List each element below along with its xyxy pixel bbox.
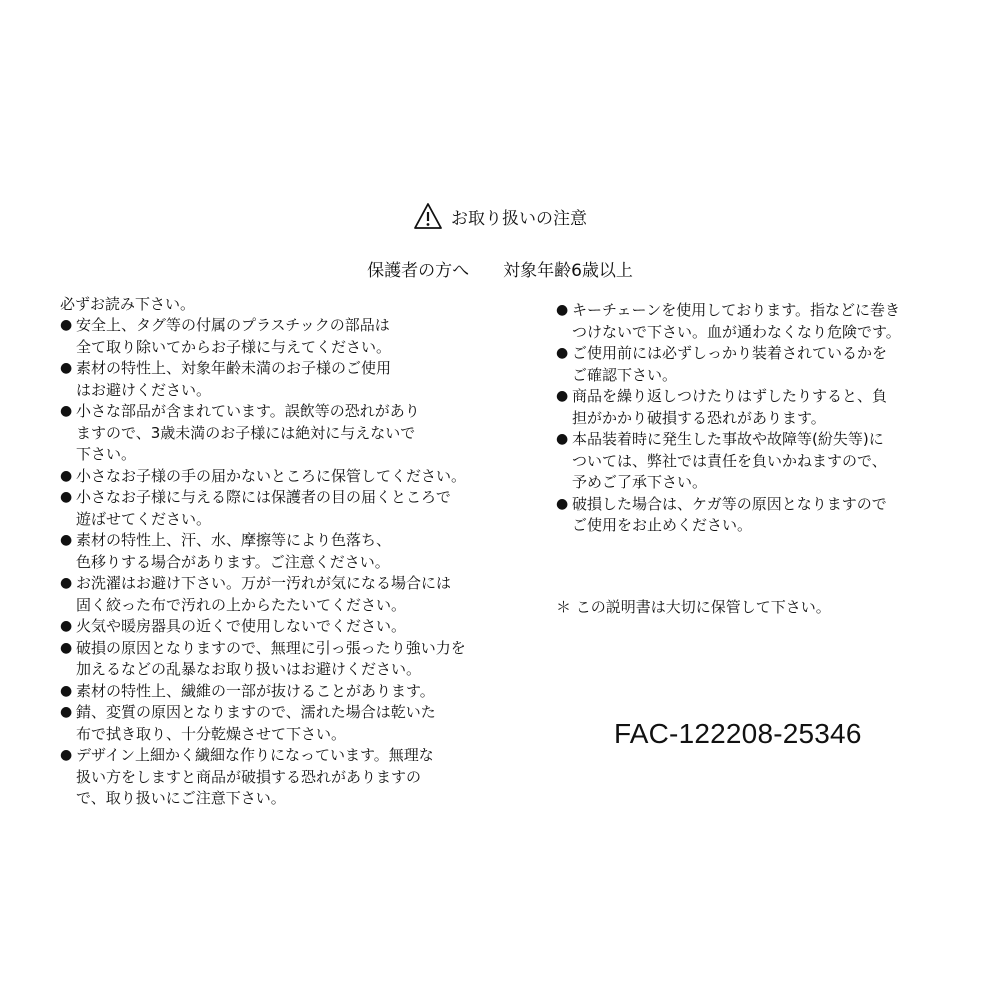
bullet-icon: ● (60, 317, 73, 333)
caution-text-line: 下さい。 (76, 445, 137, 463)
caution-item (60, 702, 480, 745)
caution-item (60, 573, 480, 616)
caution-item (60, 745, 480, 810)
bullet-icon: ● (556, 388, 569, 404)
bullet-icon: ● (60, 639, 73, 656)
caution-text-line: 素材の特性上、対象年齢未満のお子様のご使用 (76, 359, 392, 377)
bullet-icon: ● (556, 431, 569, 447)
bullet-icon: ● (60, 489, 73, 505)
caution-text-line: ご使用前には必ずしっかり装着されているかを (572, 344, 888, 362)
caution-item (60, 401, 480, 466)
caution-text-line: 予めご了承下さい。 (572, 473, 708, 491)
caution-text-line: 破損の原因となりますので、無理に引っ張ったり強い力を (76, 638, 466, 657)
caution-item (60, 530, 480, 573)
bullet-icon: ● (60, 403, 73, 419)
left-caution-list (60, 315, 480, 810)
right-column (556, 300, 956, 537)
caution-text-line: ご確認下さい。 (572, 365, 678, 384)
caution-text-line: 遊ばせてください。 (76, 509, 212, 528)
caution-text-line: 火気や暖房器具の近くで使用しないでください。 (76, 617, 407, 635)
bullet-icon: ● (60, 575, 73, 591)
caution-item (60, 466, 480, 488)
bullet-icon: ● (60, 532, 73, 548)
caution-text-line: 本品装着時に発生した事故や故障等(紛失等)に (572, 430, 884, 448)
caution-item (556, 429, 956, 494)
caution-item (556, 343, 956, 386)
caution-item (60, 616, 480, 638)
caution-text-line: 小さなお子様の手の届かないところに保管してください。 (76, 466, 467, 485)
caution-text-line: 安全上、タグ等の付属のプラスチックの部品は (76, 316, 390, 334)
caution-text-line: で、取り扱いにご注意下さい。 (76, 789, 286, 807)
warning-triangle-icon (413, 202, 443, 230)
caution-text-line: 担がかかり破損する恐れがあります。 (572, 408, 826, 427)
bullet-icon: ● (556, 495, 569, 512)
caution-text-line: 小さなお子様に与える際には保護者の目の届くところで (76, 488, 451, 506)
age-notice-subtitle: 保護者の方へ 対象年齢6歳以上 (367, 261, 633, 281)
caution-text-line: つけないで下さい。血が通わなくなり危険です。 (572, 322, 901, 341)
caution-text-line: 商品を繰り返しつけたりはずしたりすると、負 (572, 387, 888, 405)
notice-title (0, 202, 1000, 230)
caution-item (60, 358, 480, 401)
caution-text-line: 錆、変質の原因となりますので、濡れた場合は乾いた (76, 703, 436, 721)
caution-text-line: 小さな部品が含まれています。誤飲等の恐れがあり (76, 402, 420, 420)
caution-item (556, 494, 956, 537)
caution-text-line: ますので、3歳未満のお子様には絶対に与えないで (76, 423, 416, 442)
caution-item (556, 386, 956, 429)
caution-text-line: 全て取り除いてからお子様に与えてください。 (76, 337, 392, 356)
bullet-icon: ● (60, 704, 73, 720)
caution-text-line: ついては、弊社では責任を負いかねますので、 (572, 451, 887, 470)
caution-text-line: デザイン上細かく繊細な作りになっています。無理な (76, 746, 434, 764)
product-code: FAC-122208-25346 (614, 718, 862, 749)
caution-item (60, 487, 480, 530)
caution-text-line: 色移りする場合があります。ご注意ください。 (76, 552, 390, 571)
bullet-icon: ● (60, 360, 73, 376)
caution-text-line: 布で拭き取り、十分乾燥させて下さい。 (76, 724, 347, 743)
caution-text-line: 固く絞った布で汚れの上からたたいてください。 (76, 595, 407, 614)
caution-text-line: 素材の特性上、繊維の一部が抜けることがあります。 (76, 681, 435, 700)
caution-item (60, 315, 480, 358)
bullet-icon: ● (60, 618, 73, 634)
caution-text-line: 破損した場合は、ケガ等の原因となりますので (572, 494, 887, 513)
bullet-icon: ● (60, 747, 73, 763)
intro-text: 必ずお読み下さい。 (60, 295, 196, 313)
left-column (60, 294, 480, 810)
caution-text-line: お洗濯はお避け下さい。万が一汚れが気になる場合には (76, 574, 452, 592)
caution-item (556, 300, 956, 343)
bullet-icon: ● (60, 467, 73, 484)
bullet-icon: ● (60, 682, 73, 699)
caution-text-line: はお避けください。 (76, 380, 212, 399)
caution-text-line: キーチェーンを使用しております。指などに巻き (572, 301, 901, 319)
caution-text-line: 加えるなどの乱暴なお取り扱いはお避けください。 (76, 660, 422, 678)
bullet-icon: ● (556, 345, 569, 361)
caution-text-line: 扱い方をしますと商品が破損する恐れがありますの (76, 767, 422, 786)
caution-text-line: 素材の特性上、汗、水、摩擦等により色落ち、 (76, 531, 392, 549)
right-caution-list (556, 300, 956, 537)
bullet-icon: ● (556, 302, 569, 318)
page-title: お取り扱いの注意 (451, 208, 587, 229)
storage-note: ＊ この説明書は大切に保管して下さい。 (556, 598, 831, 616)
caution-item (60, 681, 480, 703)
caution-text-line: ご使用をお止めください。 (572, 516, 753, 534)
caution-item (60, 638, 480, 681)
